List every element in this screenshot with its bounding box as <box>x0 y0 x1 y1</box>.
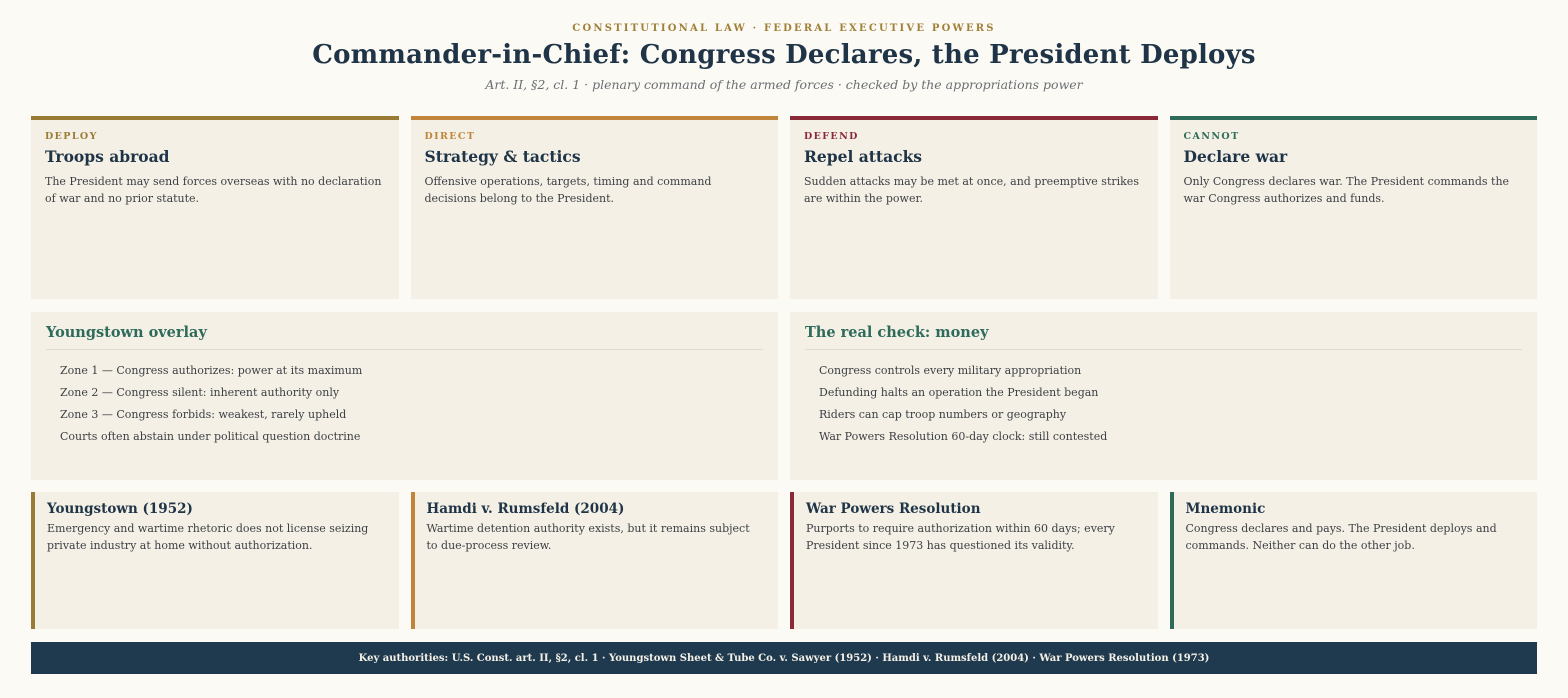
power-cards-row <box>31 116 1537 299</box>
panel-list <box>46 360 763 448</box>
card-body: Only Congress declares war. The President commands the war Congress authorizes and funds. <box>1183 175 1510 205</box>
panel-title: The real check: money <box>805 324 1522 350</box>
power-card-deploy <box>31 116 399 299</box>
case-card-war-powers <box>790 492 1158 629</box>
card-title: Hamdi v. Rumsfeld (2004) <box>426 501 625 517</box>
card-title: Strategy & tactics <box>424 147 581 166</box>
case-card-mnemonic <box>1170 492 1538 629</box>
card-tag: CANNOT <box>1183 131 1240 142</box>
case-card-hamdi <box>411 492 779 629</box>
list-item: Courts often abstain under political question doctrine <box>60 430 361 443</box>
list-item: Zone 1 — Congress authorizes: power at its maximum <box>60 364 363 377</box>
card-body: Purports to require authorization within 60 days; every President since 1973 has questioned its validity. <box>806 522 1115 552</box>
power-card-defend <box>790 116 1158 299</box>
page-subtitle: Art. II, §2, cl. 1 · plenary command of the armed forces · checked by the appropriations power <box>485 77 1083 92</box>
card-body: Emergency and wartime rhetoric does not license seizing private industry at home without authorization. <box>47 522 369 552</box>
card-title: Declare war <box>1183 147 1288 166</box>
card-tag: DEFEND <box>804 131 859 142</box>
list-item: Congress controls every military appropriation <box>819 364 1082 377</box>
card-title: Youngstown (1952) <box>47 501 193 517</box>
list-item: War Powers Resolution 60-day clock: still contested <box>819 430 1108 443</box>
card-body: The President may send forces overseas with no declaration of war and no prior statute. <box>45 175 382 205</box>
list-item: Zone 3 — Congress forbids: weakest, rarely upheld <box>60 408 347 421</box>
panel-list <box>805 360 1522 448</box>
card-body: Sudden attacks may be met at once, and preemptive strikes are within the power. <box>804 175 1139 205</box>
footer-authorities <box>31 642 1537 674</box>
card-title: Troops abroad <box>45 147 170 166</box>
page-title: Commander-in-Chief: Congress Declares, the President Deploys <box>312 40 1256 70</box>
card-body: Congress declares and pays. The President deploys and commands. Neither can do the other job. <box>1185 522 1497 552</box>
power-card-cannot <box>1170 116 1538 299</box>
card-body: Wartime detention authority exists, but it remains subject to due-process review. <box>426 522 750 552</box>
card-title: War Powers Resolution <box>806 501 981 517</box>
money-check-panel <box>790 312 1537 480</box>
card-title: Repel attacks <box>804 147 923 166</box>
eyebrow: CONSTITUTIONAL LAW · FEDERAL EXECUTIVE POWERS <box>572 23 996 34</box>
footer-text: Key authorities: U.S. Const. art. II, §2, cl. 1 · Youngstown Sheet & Tube Co. v. Sawyer (1952) · Hamdi v. Rumsfeld (2004) · War Powers Resolution (1973) <box>358 652 1210 664</box>
card-title: Mnemonic <box>1185 501 1266 517</box>
panels-row <box>31 312 1537 480</box>
card-body: Offensive operations, targets, timing and command decisions belong to the President. <box>424 175 712 205</box>
list-item: Riders can cap troop numbers or geography <box>819 408 1067 421</box>
youngstown-overlay-panel <box>31 312 778 480</box>
case-cards-row <box>31 492 1537 629</box>
card-tag: DIRECT <box>424 131 476 142</box>
panel-title: Youngstown overlay <box>46 324 763 350</box>
power-card-direct <box>411 116 779 299</box>
case-card-youngstown <box>31 492 399 629</box>
page-header <box>0 0 1568 115</box>
list-item: Defunding halts an operation the President began <box>819 386 1099 399</box>
card-tag: DEPLOY <box>45 131 98 142</box>
list-item: Zone 2 — Congress silent: inherent authority only <box>60 386 340 399</box>
